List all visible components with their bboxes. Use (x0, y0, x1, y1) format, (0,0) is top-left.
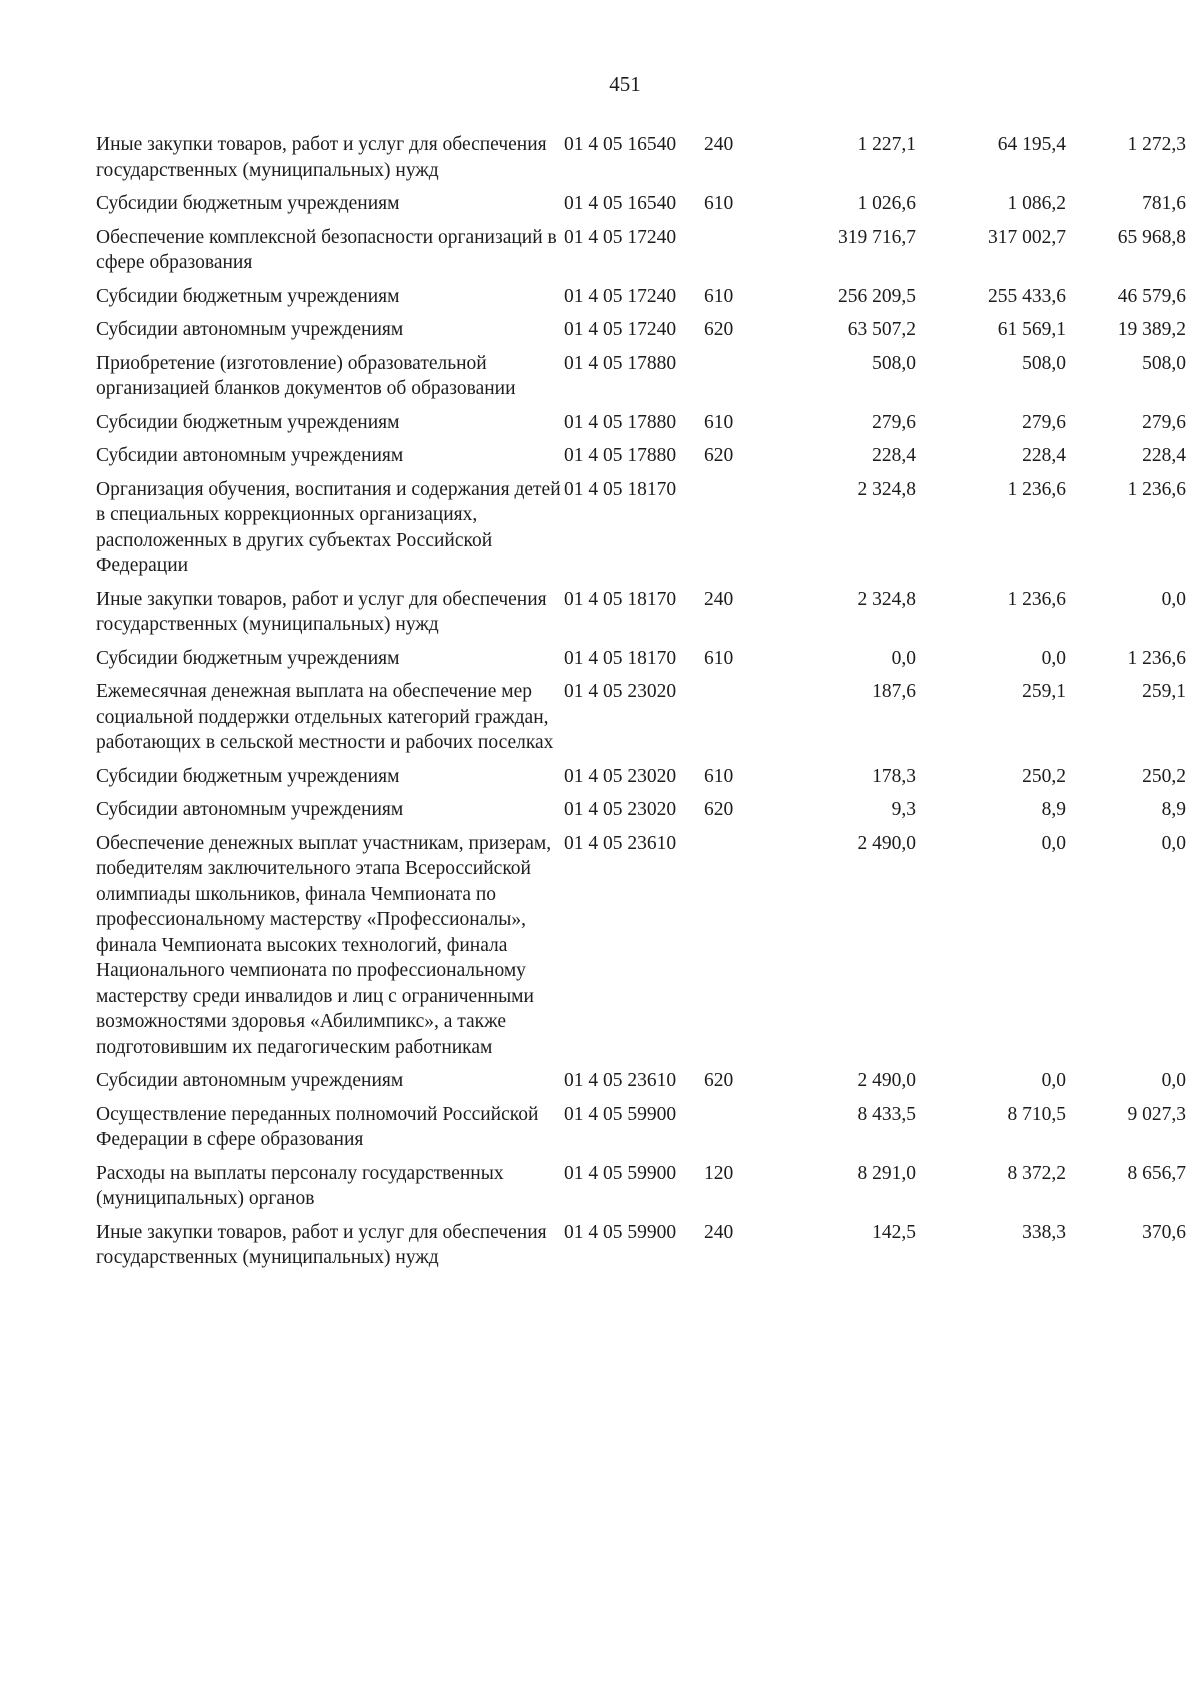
amount-year-1-cell: 2 490,0 (857, 1070, 916, 1091)
table-row (96, 764, 1186, 798)
expense-type-code-cell (704, 1102, 766, 1161)
amount-year-1-cell: 8 291,0 (857, 1162, 916, 1184)
target-article-code-cell: 01 4 05 17880 (564, 445, 677, 466)
expense-name-cell: Приобретение (изготовление) образовательной организацией бланков документов об образовании (96, 352, 516, 399)
amount-year-3-cell: 259,1 (1142, 681, 1186, 702)
table-row (96, 1220, 1186, 1279)
table-row (96, 1161, 1186, 1220)
table-row (96, 587, 1186, 646)
expense-type-code-cell: 610 (704, 647, 734, 669)
amount-year-3-cell: 0,0 (1161, 588, 1186, 610)
amount-year-2-cell: 8,9 (1041, 799, 1066, 820)
amount-year-3-cell: 19 389,2 (1117, 319, 1186, 340)
target-article-code-cell: 01 4 05 18170 (564, 647, 677, 669)
amount-year-3-cell: 8,9 (1161, 799, 1186, 820)
expense-type-code-cell: 610 (704, 411, 734, 433)
target-article-code-cell: 01 4 05 17240 (564, 319, 677, 340)
amount-year-3-cell: 65 968,8 (1117, 226, 1186, 248)
amount-year-2-cell: 279,6 (1022, 411, 1066, 433)
amount-year-1-cell: 1 026,6 (857, 193, 916, 214)
amount-year-2-cell: 8 372,2 (1007, 1162, 1066, 1184)
expense-type-code-cell (704, 225, 766, 284)
amount-year-2-cell: 61 569,1 (997, 319, 1066, 340)
table-row (96, 191, 1186, 225)
amount-year-3-cell: 46 579,6 (1117, 285, 1186, 307)
table-row (96, 225, 1186, 284)
amount-year-2-cell: 338,3 (1022, 1221, 1066, 1243)
target-article-code-cell: 01 4 05 17880 (564, 352, 677, 374)
budget-table (96, 132, 1186, 1279)
table-row (96, 477, 1186, 587)
amount-year-2-cell: 0,0 (1041, 647, 1066, 669)
table-row (96, 410, 1186, 444)
expense-name-cell: Иные закупки товаров, работ и услуг для обеспечения государственных (муниципальных) нужд (96, 134, 547, 181)
expense-name-cell: Обеспечение денежных выплат участникам, призерам, победителям заключительного этапа Всероссийской олимпиады школьников, финала Чемпионата по профессиональному мастерству «Профессионалы», финала Чемпионата высоких технологий, финала Национального чемпионата по профессиональному мастерству среди инвалидов и лиц с ограниченными возможностями здоровья «Абилимпикс», а также подготовившим их педагогическим работникам (96, 832, 552, 1058)
amount-year-2-cell: 255 433,6 (988, 285, 1066, 307)
expense-type-code-cell: 240 (704, 134, 734, 155)
expense-type-code-cell: 610 (704, 193, 734, 214)
page-number: 451 (609, 72, 641, 96)
amount-year-1-cell: 319 716,7 (838, 226, 916, 248)
amount-year-1-cell: 508,0 (872, 352, 916, 374)
table-row (96, 351, 1186, 410)
target-article-code-cell: 01 4 05 17240 (564, 226, 677, 248)
expense-type-code-cell (704, 679, 766, 764)
expense-name-cell: Субсидии бюджетным учреждениям (96, 193, 400, 214)
table-row (96, 1102, 1186, 1161)
amount-year-3-cell: 1 236,6 (1127, 647, 1186, 669)
expense-name-cell: Обеспечение комплексной безопасности организаций в сфере образования (96, 226, 557, 273)
amount-year-2-cell: 8 710,5 (1007, 1103, 1066, 1125)
expense-name-cell: Субсидии бюджетным учреждениям (96, 285, 400, 307)
amount-year-1-cell: 256 209,5 (838, 285, 916, 307)
amount-year-3-cell: 508,0 (1142, 352, 1186, 374)
table-row (96, 831, 1186, 1069)
amount-year-3-cell: 781,6 (1142, 193, 1186, 214)
budget-table-body (96, 132, 1186, 1279)
amount-year-3-cell: 370,6 (1142, 1221, 1186, 1243)
target-article-code-cell: 01 4 05 23020 (564, 799, 677, 820)
expense-name-cell: Расходы на выплаты персоналу государственных (муниципальных) органов (96, 1162, 504, 1209)
amount-year-2-cell: 0,0 (1041, 1070, 1066, 1091)
expense-name-cell: Субсидии автономным учреждениям (96, 1070, 404, 1091)
target-article-code-cell: 01 4 05 23610 (564, 832, 677, 854)
amount-year-3-cell: 0,0 (1161, 1070, 1186, 1091)
amount-year-2-cell: 1 236,6 (1007, 588, 1066, 610)
amount-year-3-cell: 250,2 (1142, 765, 1186, 787)
amount-year-2-cell: 508,0 (1022, 352, 1066, 374)
expense-name-cell: Иные закупки товаров, работ и услуг для обеспечения государственных (муниципальных) нужд (96, 588, 547, 635)
expense-type-code-cell (704, 351, 766, 410)
expense-type-code-cell: 610 (704, 285, 734, 307)
amount-year-3-cell: 228,4 (1142, 445, 1186, 466)
amount-year-1-cell: 1 227,1 (857, 134, 916, 155)
target-article-code-cell: 01 4 05 17240 (564, 285, 677, 307)
expense-type-code-cell: 610 (704, 765, 734, 787)
amount-year-1-cell: 0,0 (891, 647, 916, 669)
expense-name-cell: Субсидии бюджетным учреждениям (96, 411, 400, 433)
target-article-code-cell: 01 4 05 23610 (564, 1070, 677, 1091)
amount-year-1-cell: 279,6 (872, 411, 916, 433)
amount-year-2-cell: 250,2 (1022, 765, 1066, 787)
table-row (96, 797, 1186, 831)
expense-name-cell: Иные закупки товаров, работ и услуг для обеспечения государственных (муниципальных) нужд (96, 1221, 547, 1268)
amount-year-1-cell: 2 324,8 (857, 478, 916, 500)
table-row (96, 443, 1186, 477)
amount-year-2-cell: 228,4 (1022, 445, 1066, 466)
target-article-code-cell: 01 4 05 17880 (564, 411, 677, 433)
amount-year-3-cell: 9 027,3 (1127, 1103, 1186, 1125)
expense-name-cell: Субсидии автономным учреждениям (96, 445, 404, 466)
amount-year-1-cell: 9,3 (891, 799, 916, 820)
amount-year-2-cell: 259,1 (1022, 681, 1066, 702)
target-article-code-cell: 01 4 05 16540 (564, 134, 677, 155)
amount-year-2-cell: 1 236,6 (1007, 478, 1066, 500)
target-article-code-cell: 01 4 05 59900 (564, 1162, 677, 1184)
amount-year-2-cell: 64 195,4 (997, 134, 1066, 155)
amount-year-3-cell: 8 656,7 (1127, 1162, 1186, 1184)
target-article-code-cell: 01 4 05 18170 (564, 588, 677, 610)
amount-year-2-cell: 317 002,7 (988, 226, 1066, 248)
expense-name-cell: Организация обучения, воспитания и содержания детей в специальных коррекционных организациях, расположенных в других субъектах Российской Федерации (96, 478, 561, 576)
amount-year-1-cell: 2 324,8 (857, 588, 916, 610)
amount-year-2-cell: 0,0 (1041, 832, 1066, 854)
expense-name-cell: Субсидии автономным учреждениям (96, 319, 404, 340)
expense-type-code-cell: 240 (704, 1221, 734, 1243)
expense-name-cell: Субсидии автономным учреждениям (96, 799, 404, 820)
table-row (96, 132, 1186, 191)
amount-year-1-cell: 8 433,5 (857, 1103, 916, 1125)
expense-type-code-cell: 620 (704, 445, 734, 466)
target-article-code-cell: 01 4 05 59900 (564, 1221, 677, 1243)
expense-type-code-cell: 120 (704, 1162, 734, 1184)
target-article-code-cell: 01 4 05 59900 (564, 1103, 677, 1125)
amount-year-3-cell: 1 236,6 (1127, 478, 1186, 500)
amount-year-1-cell: 187,6 (872, 681, 916, 702)
expense-name-cell: Осуществление переданных полномочий Российской Федерации в сфере образования (96, 1103, 539, 1150)
expense-name-cell: Субсидии бюджетным учреждениям (96, 765, 400, 787)
amount-year-2-cell: 1 086,2 (1007, 193, 1066, 214)
expense-type-code-cell: 240 (704, 588, 734, 610)
expense-type-code-cell (704, 831, 766, 1069)
target-article-code-cell: 01 4 05 16540 (564, 193, 677, 214)
table-row (96, 1068, 1186, 1102)
amount-year-3-cell: 0,0 (1161, 832, 1186, 854)
amount-year-1-cell: 63 507,2 (847, 319, 916, 340)
amount-year-3-cell: 279,6 (1142, 411, 1186, 433)
amount-year-1-cell: 2 490,0 (857, 832, 916, 854)
expense-type-code-cell: 620 (704, 1070, 734, 1091)
target-article-code-cell: 01 4 05 23020 (564, 681, 677, 702)
amount-year-3-cell: 1 272,3 (1127, 134, 1186, 155)
expense-type-code-cell: 620 (704, 319, 734, 340)
table-row (96, 646, 1186, 680)
amount-year-1-cell: 142,5 (872, 1221, 916, 1243)
table-row (96, 317, 1186, 351)
table-row (96, 284, 1186, 318)
expense-type-code-cell (704, 477, 766, 587)
expense-name-cell: Субсидии бюджетным учреждениям (96, 647, 400, 669)
amount-year-1-cell: 178,3 (872, 765, 916, 787)
expense-type-code-cell: 620 (704, 799, 734, 820)
target-article-code-cell: 01 4 05 23020 (564, 765, 677, 787)
amount-year-1-cell: 228,4 (872, 445, 916, 466)
table-row (96, 679, 1186, 764)
target-article-code-cell: 01 4 05 18170 (564, 478, 677, 500)
expense-name-cell: Ежемесячная денежная выплата на обеспечение мер социальной поддержки отдельных категорий граждан, работающих в сельской местности и рабочих поселках (96, 681, 554, 753)
